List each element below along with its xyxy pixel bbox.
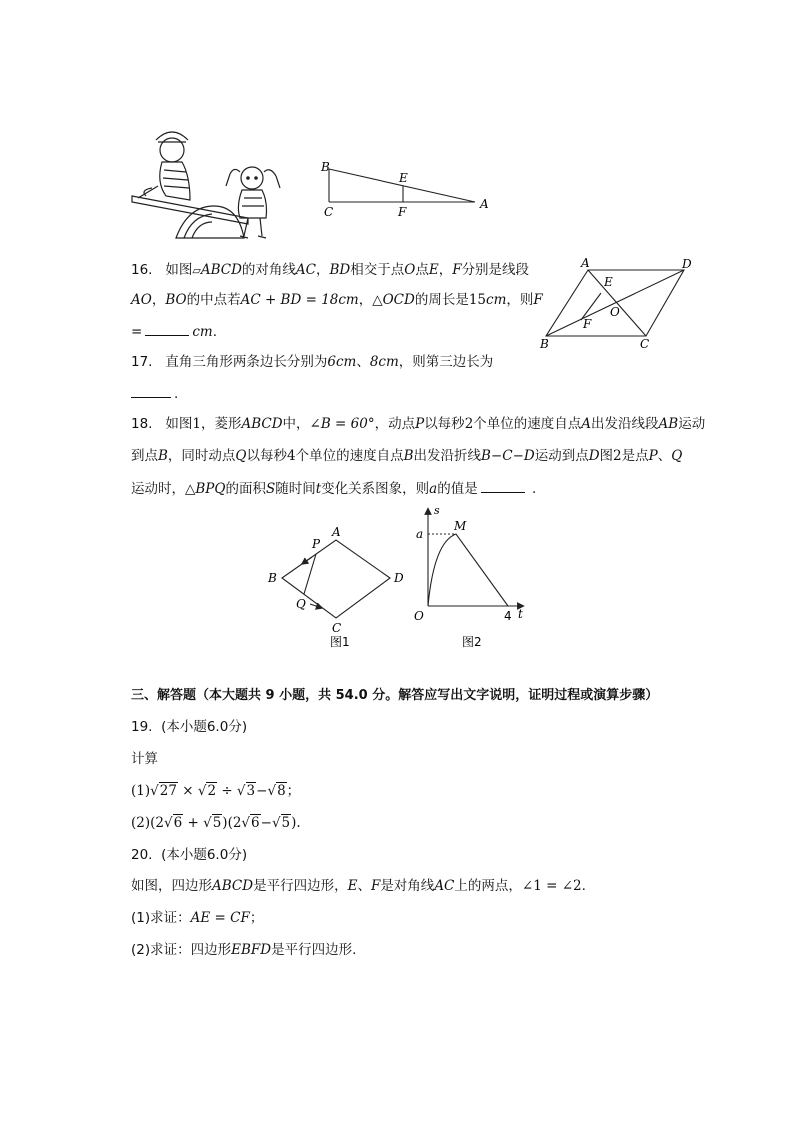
- label-F: F: [583, 317, 592, 331]
- axis-label-s: s: [434, 504, 440, 517]
- q19-part-1: (1)√27 × √2 ÷ √3−√8；: [131, 783, 301, 799]
- label-C: C: [332, 621, 342, 635]
- q19-instruction: 计算: [131, 751, 158, 767]
- label-4: 4: [504, 609, 512, 623]
- label-F: F: [398, 205, 407, 219]
- q18-line-1: 18. 如图1，菱形ABCD中，∠B = 60°，动点P以每秒2个单位的速度自点A出发沿线段AB运动: [131, 416, 706, 432]
- q16-line-3: = cm.: [131, 321, 217, 342]
- parallelogram-figure: [536, 256, 700, 352]
- section-heading: 三、解答题（本大题共 9 小题，共 54.0 分。解答应写出文字说明，证明过程或演算步骤）: [131, 688, 659, 703]
- question-number: 17.: [131, 354, 153, 370]
- label-D: D: [682, 257, 692, 271]
- question-number: 20.: [131, 847, 153, 863]
- label-M: M: [454, 519, 467, 533]
- q16-line-1: 16. 如图▱ABCD的对角线AC，BD相交于点O点E，F分别是线段: [131, 262, 530, 278]
- answer-blank[interactable]: [145, 321, 189, 336]
- answer-blank[interactable]: [481, 478, 525, 493]
- seesaw-illustration: [128, 126, 288, 246]
- label-B: B: [540, 337, 549, 351]
- label-Q: Q: [296, 597, 306, 611]
- label-O: O: [610, 305, 620, 319]
- q17-line-1: 17. 直角三角形两条边长分别为6cm、8cm，则第三边长为: [131, 354, 494, 370]
- q19-part-2: (2)(2√6 + √5)(2√6−√5).: [131, 815, 301, 831]
- figure-caption: 图2: [462, 635, 482, 649]
- question-number: 18.: [131, 416, 153, 432]
- label-B: B: [321, 160, 330, 174]
- q18-line-2: 到点B，同时动点Q以每秒4个单位的速度自点B出发沿折线B−C−D运动到点D图2是点P、Q: [131, 448, 683, 464]
- q20-part-2: (2)求证：四边形EBFD是平行四边形.: [131, 942, 357, 958]
- q19-header: 19. (本小题6.0分): [131, 719, 248, 735]
- graph-figure: [406, 502, 536, 654]
- q20-part-1: (1)求证：AE = CF；: [131, 910, 264, 926]
- label-B: B: [268, 571, 277, 585]
- q17-line-2: .: [131, 383, 178, 404]
- q18-line-3: 运动时，△BPQ的面积S随时间t变化关系图象，则a的值是 .: [131, 478, 536, 499]
- label-A: A: [480, 197, 489, 211]
- label-a: a: [416, 527, 424, 541]
- answer-blank[interactable]: [131, 383, 171, 398]
- label-D: D: [394, 571, 404, 585]
- rhombus-figure: [262, 522, 412, 652]
- label-E: E: [399, 171, 408, 185]
- axis-label-t: t: [518, 607, 523, 621]
- question-number: 16.: [131, 262, 153, 278]
- label-P: P: [312, 537, 321, 551]
- label-O: O: [414, 609, 424, 623]
- q20-header: 20. (本小题6.0分): [131, 847, 248, 863]
- label-E: E: [604, 275, 613, 289]
- question-number: 19.: [131, 719, 153, 735]
- q20-line-1: 如图，四边形ABCD是平行四边形，E、F是对角线AC上的两点，∠1 = ∠2.: [131, 878, 586, 894]
- label-C: C: [324, 205, 334, 219]
- triangle-figure: [312, 154, 502, 222]
- figure-caption: 图1: [330, 635, 350, 649]
- label-A: A: [332, 525, 341, 539]
- q16-line-2: AO，BO的中点若AC + BD = 18cm，△OCD的周长是15cm，则F: [131, 292, 543, 308]
- label-A: A: [581, 256, 590, 270]
- label-C: C: [640, 337, 650, 351]
